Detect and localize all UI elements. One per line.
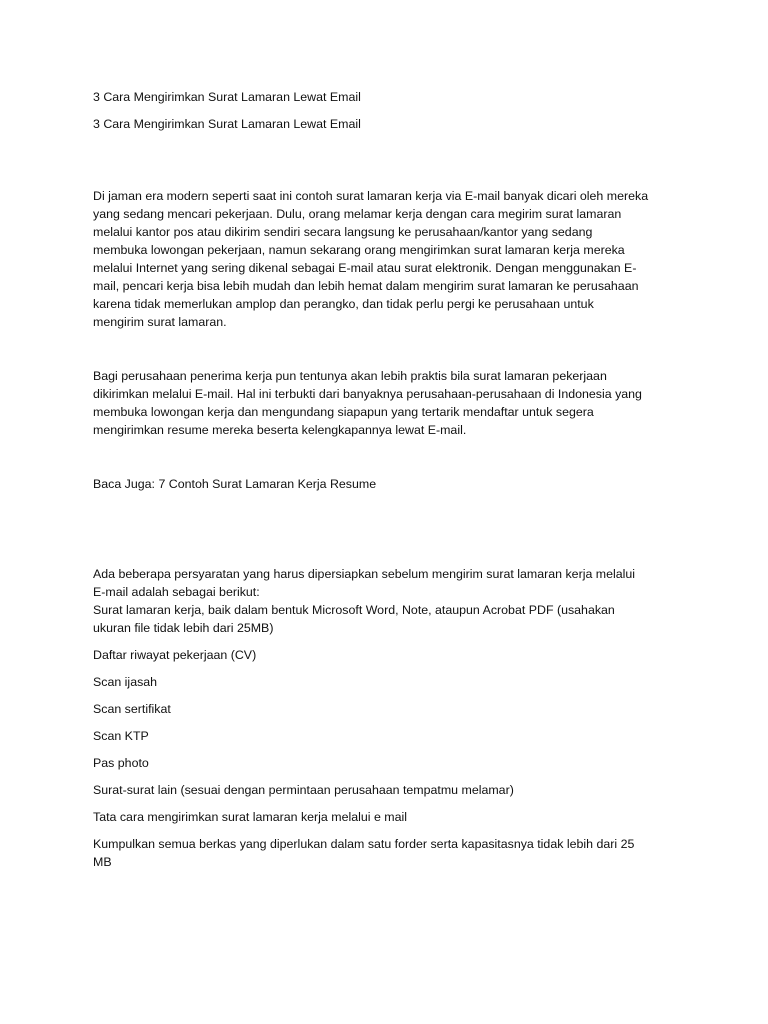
list-item: Surat lamaran kerja, baik dalam bentuk Microsoft Word, Note, ataupun Acrobat PDF (usahakan ukuran file tidak lebih dari 25MB): [93, 603, 615, 635]
intro-line: melalui Internet yang sering dikenal sebagai E-mail atau surat elektronik. Dengan menggunakan E-: [93, 261, 637, 275]
list-item: Tata cara mengirimkan surat lamaran kerja melalui e mail: [93, 810, 408, 824]
requirements-line: E-mail adalah sebagai berikut:: [93, 585, 260, 599]
intro-line: Di jaman era modern seperti saat ini contoh surat lamaran kerja via E-mail banyak dicari oleh mereka: [93, 189, 649, 203]
requirements-intro: [93, 565, 683, 601]
intro-line: karena tidak memerlukan amplop dan perangko, dan tidak perlu pergi ke perusahaan untuk: [93, 297, 594, 311]
list-item: Pas photo: [93, 756, 149, 770]
requirements-list: [93, 601, 683, 871]
intro-line: yang sedang mencari pekerjaan. Dulu, orang melamar kerja dengan cara megirim surat lamaran: [93, 207, 622, 221]
list-item: Daftar riwayat pekerjaan (CV): [93, 648, 257, 662]
document-title: 3 Cara Mengirimkan Surat Lamaran Lewat Email: [93, 90, 361, 104]
company-line: Bagi perusahaan penerima kerja pun tentunya akan lebih praktis bila surat lamaran pekerjaan: [93, 369, 607, 383]
intro-line: mengirim surat lamaran.: [93, 315, 227, 329]
list-item: Scan sertifikat: [93, 702, 171, 716]
intro-paragraph: [93, 187, 683, 331]
intro-line: melalui kantor pos atau dikirim sendiri secara langsung ke perusahaan/kantor yang sedang: [93, 225, 593, 239]
company-line: membuka lowongan kerja dan mengundang siapapun yang tertarik mendaftar untuk segera: [93, 405, 594, 419]
list-item: Surat-surat lain (sesuai dengan permintaan perusahaan tempatmu melamar): [93, 783, 514, 797]
company-line: dikirimkan melalui E-mail. Hal ini terbukti dari banyaknya perusahaan-perusahaan di Indonesia yang: [93, 387, 642, 401]
company-line: mengirimkan resume mereka beserta kelengkapannya lewat E-mail.: [93, 423, 467, 437]
list-item: Scan ijasah: [93, 675, 158, 689]
company-paragraph: [93, 367, 683, 439]
read-also-text: Baca Juga: 7 Contoh Surat Lamaran Kerja Resume: [93, 477, 377, 491]
intro-line: membuka lowongan pekerjaan, namun sekarang orang mengirimkan surat lamaran kerja mereka: [93, 243, 625, 257]
document-page: [93, 88, 683, 871]
intro-line: mail, pencari kerja bisa lebih mudah dan lebih hemat dalam mengirim surat lamaran ke perusahaan: [93, 279, 639, 293]
list-item: Scan KTP: [93, 729, 149, 743]
document-title-repeat: 3 Cara Mengirimkan Surat Lamaran Lewat Email: [93, 117, 361, 131]
list-item: Kumpulkan semua berkas yang diperlukan dalam satu forder serta kapasitasnya tidak lebih dari 25 MB: [93, 837, 635, 869]
requirements-line: Ada beberapa persyaratan yang harus dipersiapkan sebelum mengirim surat lamaran kerja melalui: [93, 567, 636, 581]
